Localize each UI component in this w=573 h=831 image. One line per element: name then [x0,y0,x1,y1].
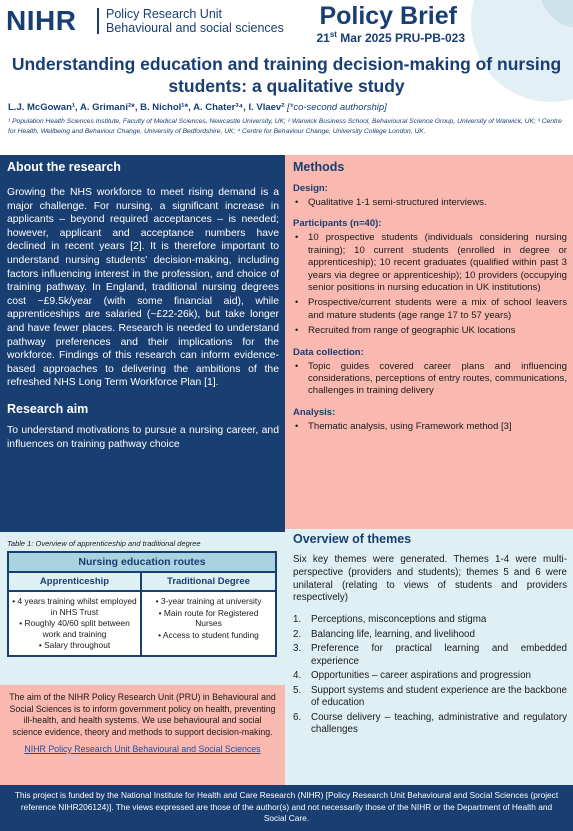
theme-number: 3. [293,643,302,655]
theme-text: Preference for practical learning and embedded experience [311,643,567,667]
theme-text: Opportunities – career aspirations and progression [311,670,532,682]
apprenticeship-list [9,592,140,655]
themes-intro: Six key themes were generated. Themes 1-4 were multi-perspective (providers and students); themes 5 and 6 were unilateral (relating to views of students and providers respectively) [293,554,567,604]
list-item: • Topic guides covered career plans and influencing considerations, perceptions of entry routes, communications, challenges in training delivery [293,361,567,398]
theme-number: 6. [293,711,302,723]
about-text: Growing the NHS workforce to meet rising demand is a major challenge. For nursing, a significant increase in applicants – beyond required acceptances – is needed; however, applicant and acceptance numbers have declined in recent years [2]. It is therefore important to understand nursing students' decision-making, including factors influencing interest in the profession, and choice of training pathway. In England, traditional nursing degrees cost ~£9.5k/year (with some financial aid), while apprenticeships are salaried (~£22-26k), but take longer and have fewer places. Research is needed to understand pathway preferences and their implications for the workforce. Findings of this research can inform evidence-based approaches to delivering the ambitions of the refreshed NHS Long Term Workforce Plan [1]. [7,187,279,389]
theme-number: 5. [293,684,302,696]
author-note: [*co-second authorship] [287,102,387,113]
table-cell: • Roughly 40/60 split between work and training [19,618,130,639]
brief-title: Policy Brief [319,2,457,30]
degree-column [142,573,275,655]
table-cell: • Salary throughout [38,640,111,651]
page-title: Understanding education and training decision-making of nursing students: a qualitative study [11,54,562,96]
apprenticeship-header: Apprenticeship [9,573,140,592]
table-columns [9,573,275,655]
list-item: • 10 prospective students (individuals considering nursing training); 10 current students (enrolled in degree or apprenticeship); 10 recent graduates (qualified within past 3 years via degree or apprenticeship); 10 providers (occupying senior positions in nursing education in UK institutions) [293,232,567,294]
aim-text: To understand motivations to pursue a nursing career, and influences on training pathway choice [7,424,279,450]
pru-info [0,685,285,785]
unit-line-2: Behavioural and social sciences [106,21,284,35]
analysis-list [293,421,567,433]
theme-item [293,614,567,627]
nihr-logo: NIHR [6,5,77,36]
theme-number: 2. [293,628,302,640]
unit-line-1: Policy Research Unit [106,7,223,21]
date-reference: Mar 2025 PRU-PB-023 [336,31,465,45]
degree-list [142,592,275,644]
aim-heading: Research aim [7,401,89,416]
brief-meta [316,30,465,45]
pru-text: The aim of the NIHR Policy Research Unit (PRU) in Behavioural and Social Sciences is to inform government policy on health, preventing ill-health, and health systems. We use behavioural and social science evidence, theory and methods to support decision-making. [9,692,276,738]
theme-text: Perceptions, misconceptions and stigma [311,614,487,626]
theme-item [293,712,567,737]
degree-header: Traditional Degree [142,573,275,592]
table-cell: • Main route for Registered Nurses [158,607,259,629]
unit-name [106,7,284,35]
theme-item [293,629,567,642]
affiliations: ¹ Population Health Sciences Institute, Faculty of Medical Sciences, Newcastle University, UK; ² Warwick Business School, Behavioural Science Group, University of Warwick, UK; ³ Centre for Health, Wellbeing and Behaviour Change, University of Bedfordshire, UK; ⁴ Centre for Behaviour Change, University College London, UK. [8,118,562,135]
design-label: Design: [293,183,328,194]
collection-list [293,361,567,398]
authors [8,102,387,113]
routes-table-section [0,532,285,685]
theme-text: Balancing life, learning, and livelihood [311,628,475,640]
pru-link[interactable]: NIHR Policy Research Unit Behavioural and Social Sciences [24,743,261,754]
themes-section [285,529,573,785]
list-item: • Recruited from range of geographic UK locations [293,325,567,337]
logo-divider [97,8,99,34]
funding-footer: This project is funded by the National Institute for Health and Care Research (NIHR) [Policy Research Unit Behavioural and Social Sciences (project reference NIHR206124)]. The views expressed are those of the author(s) and not necessarily those of the NIHR or the Department of Health and Social Care. [0,785,573,831]
about-heading: About the research [7,160,121,174]
apprenticeship-column [9,573,142,655]
collection-label: Data collection: [293,346,364,358]
table-title: Nursing education routes [9,553,275,573]
theme-item [293,643,567,668]
design-list [293,197,567,209]
table-cell: • 4 years training whilst employed in NHS Trust [12,596,137,617]
theme-item [293,670,567,683]
about-section [0,155,285,532]
methods-heading: Methods [293,160,345,174]
table-cell: • 3-year training at university [155,596,262,606]
themes-list [293,614,567,737]
participants-list [293,232,567,337]
date-day: 21 [316,31,330,45]
theme-text: Support systems and student experience are the backbone of education [311,684,567,709]
theme-number: 4. [293,670,302,682]
table-cell: • Access to student funding [158,629,259,640]
themes-heading: Overview of themes [293,532,412,546]
decorative-circle-inner [539,0,573,28]
header [0,0,573,50]
author-names: L.J. McGowan¹, A. Grimani²*, B. Nichol¹*, A. Chater³⁴, I. Vlaev² [8,102,285,113]
participants-label: Participants (n=40): [293,218,382,230]
routes-table [7,551,277,657]
list-item: • Prospective/current students were a mix of school leavers and mature students (age range 17 to 57 years) [293,297,567,322]
list-item: • Thematic analysis, using Framework method [3] [293,421,567,433]
theme-number: 1. [293,614,302,626]
analysis-label: Analysis: [293,406,336,418]
methods-section [285,155,573,529]
theme-text: Course delivery – teaching, administrative and regulatory challenges [311,711,567,736]
list-item: • Qualitative 1-1 semi-structured interviews. [293,197,567,209]
date-suffix: st [329,30,337,39]
table-caption: Table 1: Overview of apprenticeship and traditional degree [7,539,201,548]
theme-item [293,685,567,710]
